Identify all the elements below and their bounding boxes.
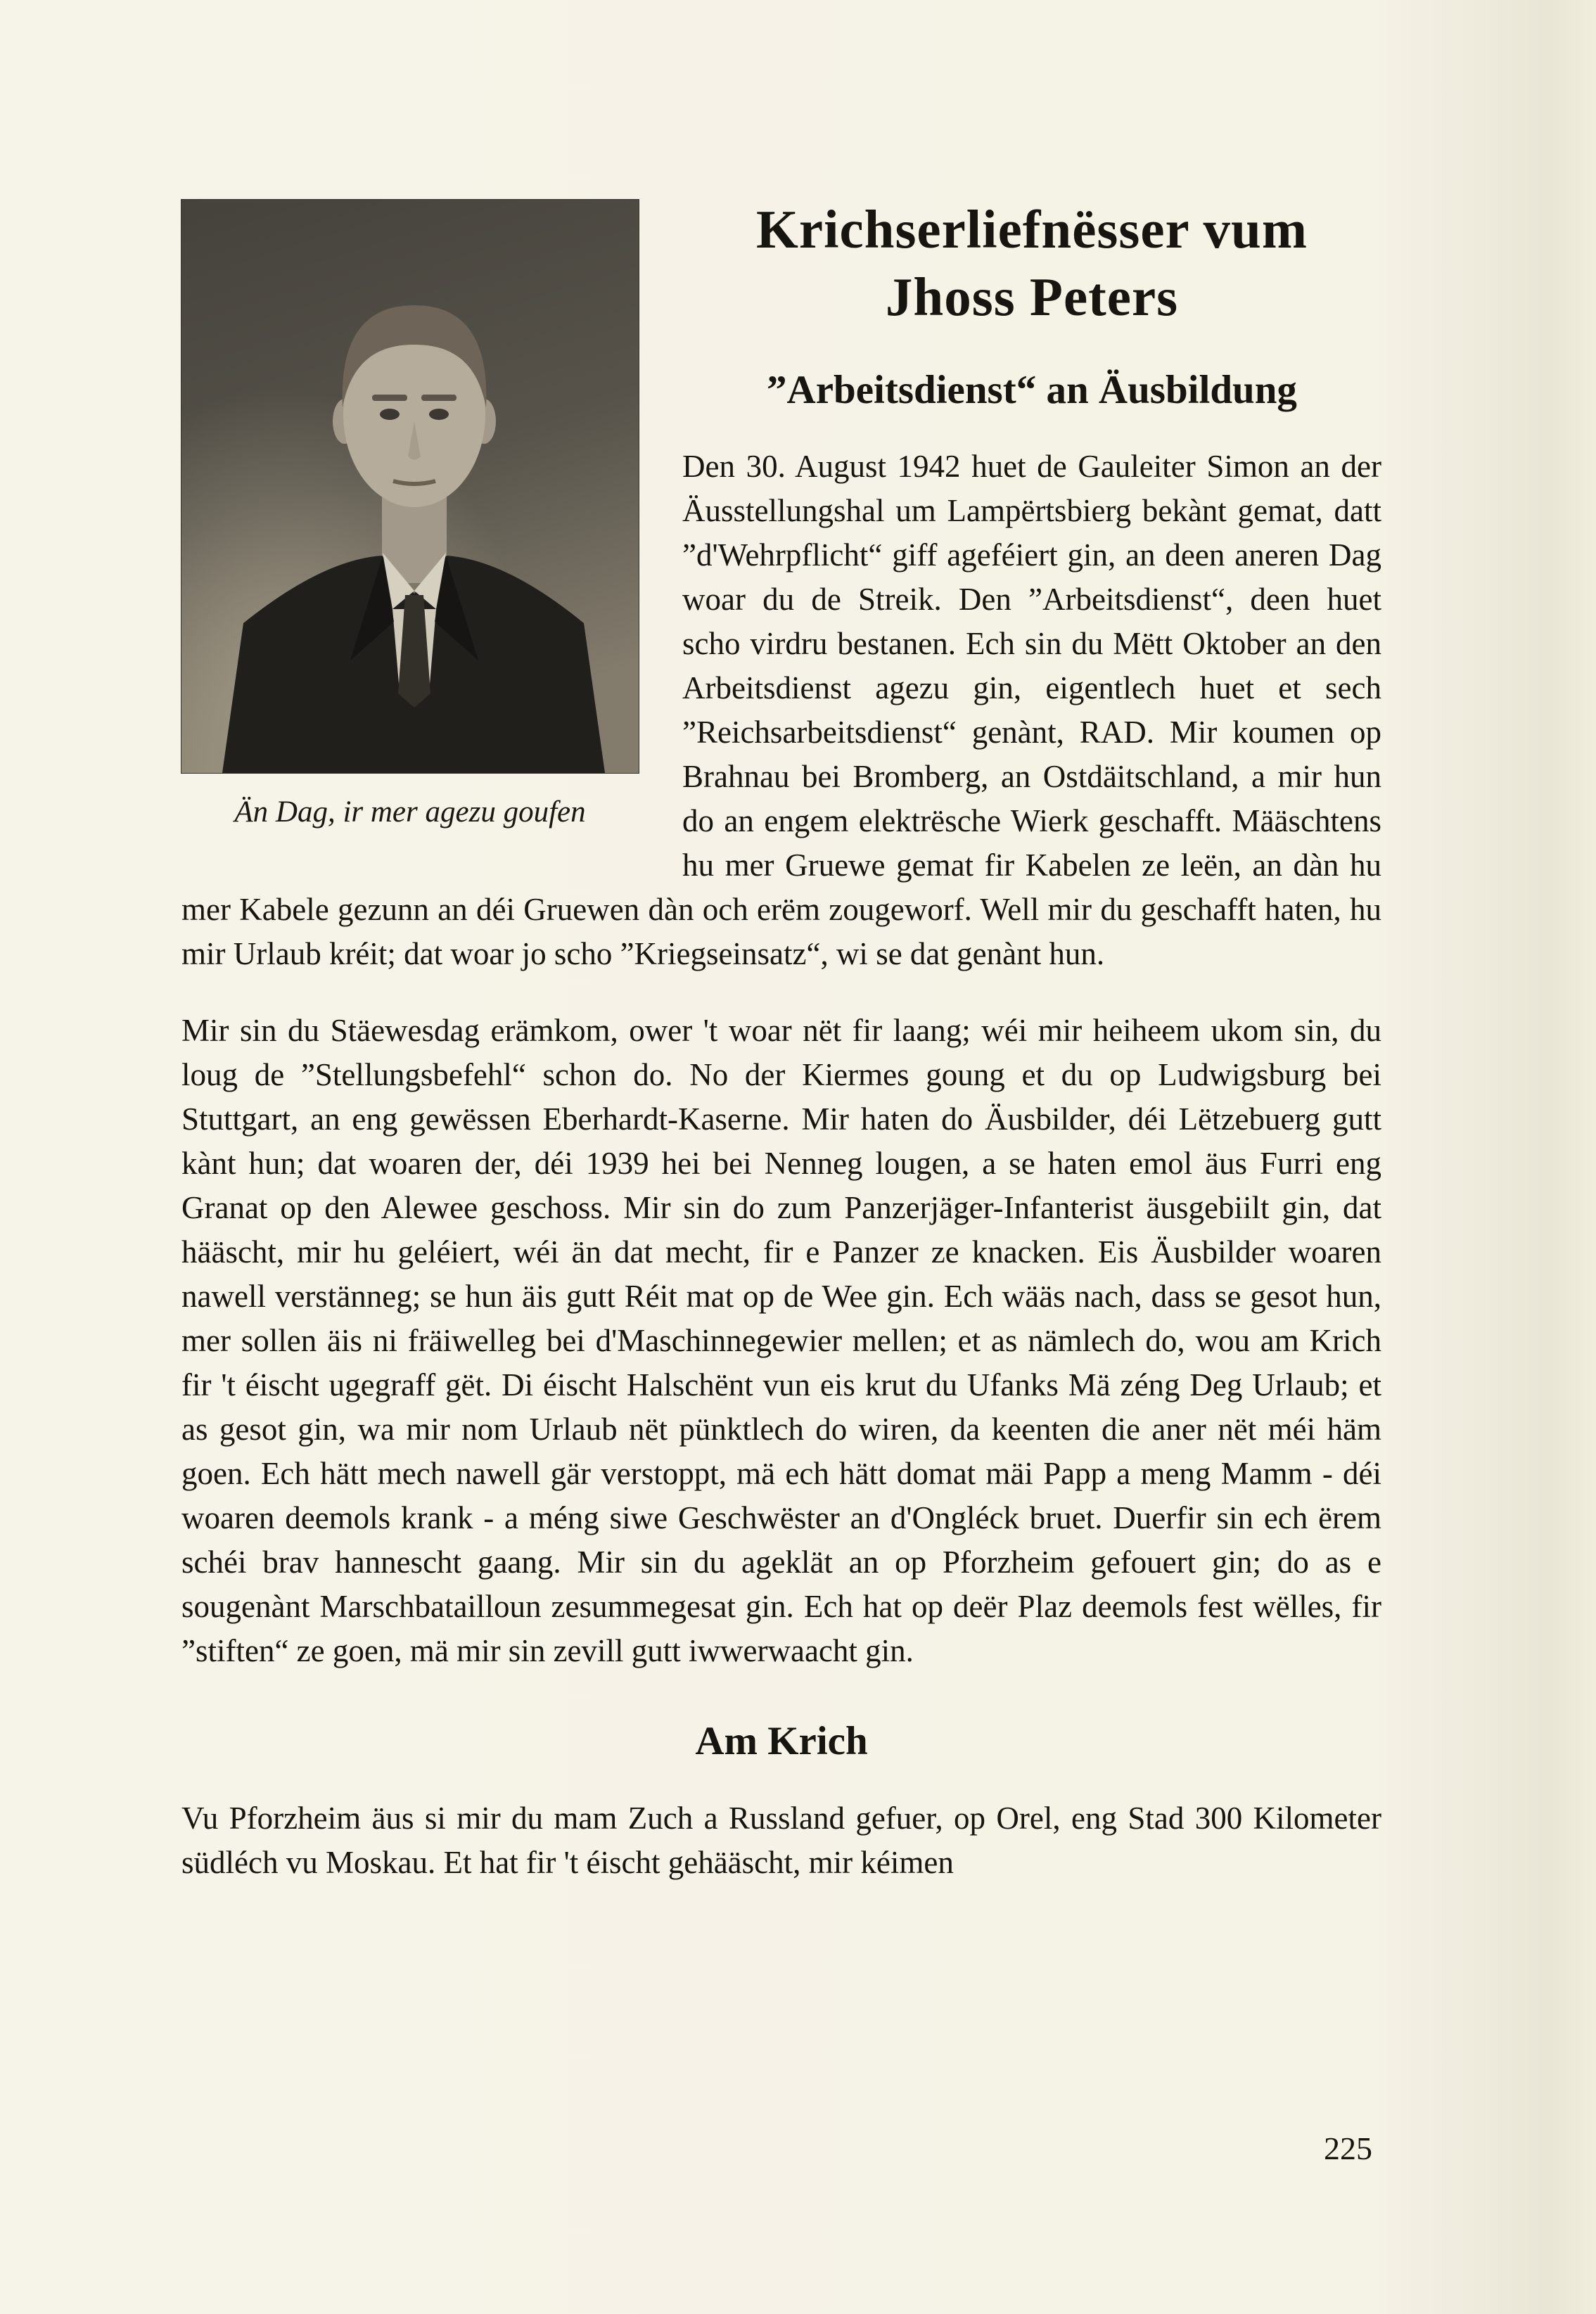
section-heading-am-krich: Am Krich	[695, 1719, 868, 1763]
left-eyebrow	[372, 395, 407, 401]
subtitle-arbeitsdienst: ”Arbeitsdienst“ an Äusbildung	[767, 368, 1297, 412]
right-eyebrow	[421, 395, 457, 401]
left-eye	[380, 409, 400, 420]
page-title-line-2: Jhoss Peters	[885, 267, 1179, 327]
portrait-photo	[181, 200, 639, 773]
page-content	[181, 196, 1381, 1917]
page-number: 225	[1324, 2130, 1372, 2166]
page-title-line-1: Krichserliefnësser vum	[756, 199, 1308, 260]
paragraph-am-krich: Vu Pforzheim äus si mir du mam Zuch a Russland gefuer, op Orel, eng Stad 300 Kilometer südléch vu Moskau. Et hat fir 't éischt gehääscht, mir kéimen	[181, 1801, 1381, 1880]
portrait-photo-block	[181, 200, 639, 831]
portrait-illustration	[181, 200, 639, 773]
photo-caption: Än Dag, ir mer agezu goufen	[234, 795, 586, 829]
right-eye	[429, 409, 449, 420]
paragraph-arbeitsdienst: Den 30. August 1942 huet de Gauleiter Simon an der Äusstellungshal um Lampërtsbierg bekànt gemat, datt ”d'Wehrpflicht“ giff ageféiert gin, an deen aneren Dag woar du de Streik. Den ”Arbeitsdienst“, deen huet scho virdru bestanen. Ech sin du Mëtt Oktober an den Arbeitsdienst agezu gin, eigentlech huet et sech ”Reichsarbeitsdienst“ genànt, RAD. Mir koumen op Brahnau bei Bromberg, an Ostdäitschland, a mir hun do an engem elektrësche Wierk geschafft. Määschtens hu mer Gruewe gemat fir Kabelen ze leën, an dàn hu mer Kabele gezunn an déi Gruewen dàn och erëm zougeworf. Well mir du geschafft haten, hu mir Urlaub kréit; dat woar jo scho ”Kriegseinsatz“, wi se dat genànt hun.	[181, 449, 1381, 971]
paragraph-ausbildung: Mir sin du Stäewesdag erämkom, ower 't woar nët fir laang; wéi mir heiheem ukom sin, du loug de ”Stellungsbefehl“ schon do. No der Kiermes goung et du op Ludwigsburg bei Stuttgart, an eng gewëssen Eberhardt-Kaserne. Mir haten do Äusbilder, déi Lëtzebuerg gutt kànt hun; dat woaren der, déi 1939 hei bei Nenneg lougen, a se haten emol äus Furri eng Granat op den Alewee geschoss. Mir sin do zum Panzerjäger-Infanterist äusgebiilt gin, dat hääscht, mir hu geléiert, wéi än dat mecht, fir e Panzer ze knacken. Eis Äusbilder woaren nawell verstänneg; se hun äis gutt Réit mat op de Wee gin. Ech wääs nach, dass se gesot hun, mer sollen äis ni fräiwelleg bei d'Maschinnegewier mellen; et as nämlech do, wou am Krich fir 't éischt ugegraff gët. Di éischt Halschënt vun eis krut du Ufanks Mä zéng Deg Urlaub; et as gesot gin, wa mir nom Urlaub nët pünktlech do wiren, da keenten die aner nët méi häm goen. Ech hätt mech nawell gär verstoppt, mä ech hätt domat mäi Papp a meng Mamm - déi woaren deemols krank - a méng siwe Geschwëster an d'Ongléck bruet. Duerfir sin ech ërem schéi brav hannescht gaang. Mir sin du ageklät an op Pforzheim gefouert gin; do as e sougenànt Marschbatailloun zesummegesat gin. Ech hat op deër Plaz deemols fest wëlles, fir ”stiften“ ze goen, mä mir sin zevill gutt iwwerwaacht gin.	[181, 1013, 1381, 1668]
